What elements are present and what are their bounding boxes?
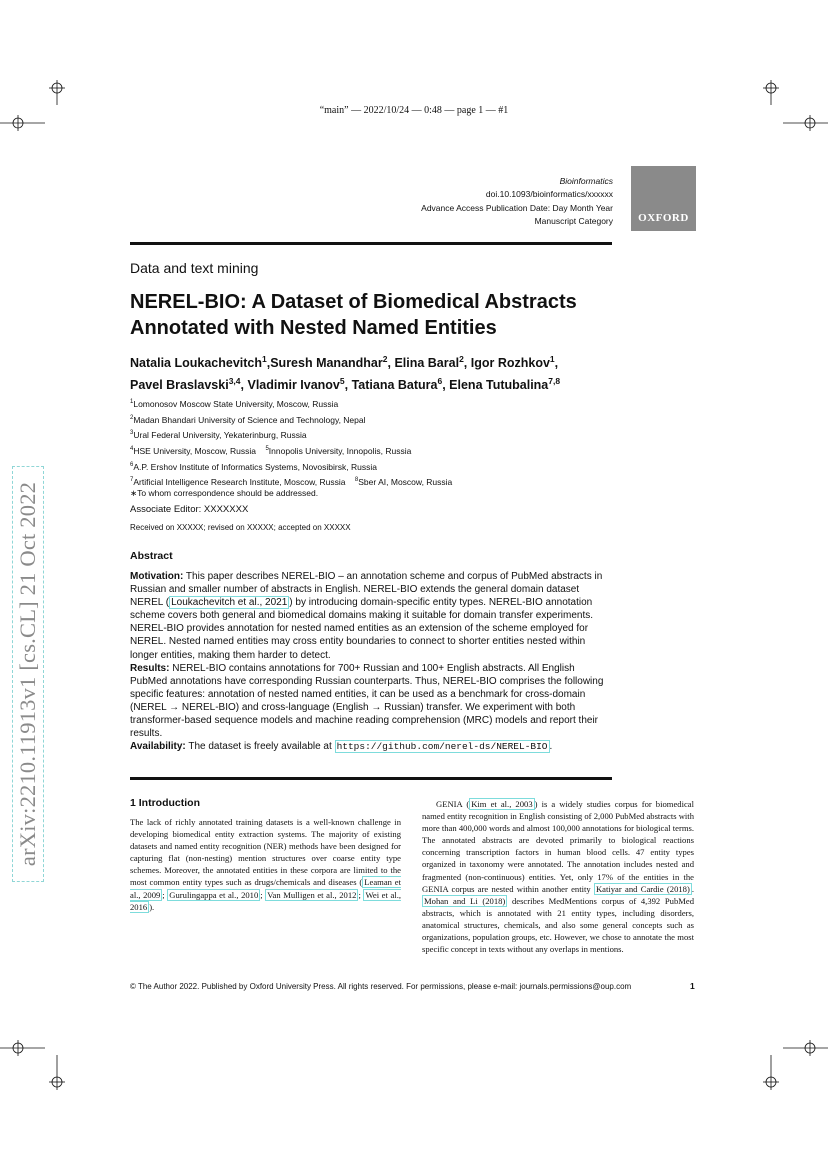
citation-link[interactable]: Wei et al., 2016 (130, 889, 401, 912)
intro-column-left (130, 816, 401, 913)
affiliation-mark: 7 (130, 477, 134, 484)
author-name: Suresh Manandhar (270, 356, 383, 371)
correspondence-note: ∗To whom correspondence should be addressed. (130, 488, 319, 498)
affiliation-mark: 6 (130, 461, 134, 468)
citation-link[interactable]: Loukachevitch et al., 2021 (171, 597, 288, 609)
affiliation-text: HSE University, Moscow, Russia (133, 445, 256, 456)
abstract-motivation: Motivation: This paper describes NEREL-BIO – an annotation scheme and corpus of PubMed abstracts in Russian and smaller number of abstracts in English. NEREL-BIO extends the general domain dataset NEREL ( Loukachevitch et al., 2021 ) by introducing domain-specific entity types. NEREL-BIO annotation scheme covers both general and biomedical domains making it suitable for domain transfer experiments. NEREL-BIO provides annotation for nested named entities as an extension of the scheme employed for NEREL. Nested named entities may cross entity boundaries to connect to shorter entities nested within longer entities, making them harder to detect. (130, 571, 603, 661)
affiliation-mark: 4 (130, 445, 134, 452)
affiliation-mark: 2 (130, 414, 134, 421)
journal-category: Manuscript Category (534, 215, 613, 226)
author-name: Pavel Braslavski (130, 378, 229, 393)
author-affiliation-mark: 1 (549, 354, 555, 364)
author-affiliation-mark: 2 (382, 354, 388, 364)
affiliation-mark: 3 (130, 430, 134, 437)
author-name: Vladimir Ivanov (247, 378, 340, 393)
author-affiliation-mark: 1 (262, 354, 267, 364)
intro-heading: 1 Introduction (130, 797, 200, 809)
intro-paragraph: The lack of richly annotated training datasets is a well-known challenge in developing biomedical entity extraction systems. The majority of existing datasets and named entity recognition (NER) methods have been designed for capturing flat (non-nesting) mention structures over coarse entity type schemes. Moreover, the annotated entities in these corpora are limited to the most common entity types such as drugs/chemicals and diseases ( Leaman et al., 2009 ; Gurulingappa et al., 2010 ; Van Mulligen et al., 2012 ; Wei et al., 2016 ). (130, 817, 401, 912)
page-number: 1 (690, 981, 695, 991)
author-name: Igor Rozhkov (470, 356, 550, 371)
affiliation-text: A.P. Ershov Institute of Informatics Systems, Novosibirsk, Russia (133, 461, 377, 472)
abstract-availability: Availability: The dataset is freely available at https://github.com/nerel-ds/NEREL-BIO . (130, 741, 553, 753)
citation-link[interactable]: Leaman et al., 2009 (130, 877, 401, 900)
arxiv-id: arXiv:2210.11913v1 [cs.CL] 21 Oct 2022 (15, 481, 40, 867)
crop-mark-top-left (0, 80, 70, 170)
affiliation-line (130, 427, 610, 443)
author-affiliation-mark: 2 (459, 354, 464, 364)
section-category: Data and text mining (130, 260, 259, 276)
affiliation-line (130, 396, 610, 412)
affiliation-text: Lomonosov Moscow State University, Moscow, Russia (133, 398, 339, 409)
journal-name: Bioinformatics (559, 176, 613, 186)
author-name: Elina Baral (394, 356, 460, 371)
affiliation-line (130, 459, 610, 475)
citation-link[interactable]: Gurulingappa et al., 2010 (169, 889, 259, 900)
affiliation-text: Madan Bhandari University of Science and Technology, Nepal (133, 414, 366, 425)
journal-doi: doi.10.1093/bioinformatics/xxxxxx (485, 189, 613, 200)
author-affiliation-mark: 5 (339, 376, 345, 387)
affiliation-text: Ural Federal University, Yekaterinburg, Russia (133, 430, 307, 441)
associate-editor: Associate Editor: XXXXXXX (130, 504, 249, 515)
affiliation-line (130, 443, 610, 459)
author-name: Tatiana Batura (351, 378, 438, 393)
citation-link[interactable]: Kim et al., 2003 (471, 799, 533, 809)
crop-mark-bottom-right (758, 1030, 828, 1090)
citation-link[interactable]: Van Mulligen et al., 2012 (267, 889, 357, 900)
oxford-logo-text: OXFORD (638, 212, 689, 224)
intro-column-right (422, 798, 694, 955)
arxiv-stamp[interactable] (12, 466, 44, 882)
oxford-logo (631, 166, 696, 231)
author-affiliation-mark: 3,4 (228, 376, 241, 387)
received-dates: Received on XXXXX; revised on XXXXX; accepted on XXXXX (130, 523, 351, 532)
citation-link[interactable]: Mohan and Li (2018) (424, 895, 506, 906)
author-name: Elena Tutubalina (449, 378, 549, 393)
author-name: Natalia Loukachevitch (130, 356, 262, 371)
crop-mark-bottom-left (0, 1030, 70, 1090)
affiliation-mark: 8 (354, 477, 359, 484)
crop-mark-top-right (758, 80, 828, 170)
journal-info (360, 175, 613, 228)
dataset-url-link[interactable]: https://github.com/nerel-ds/NEREL-BIO (336, 741, 548, 753)
abstract-heading: Abstract (130, 550, 173, 562)
affiliation-text: Innopolis University, Innopolis, Russia (268, 445, 412, 456)
intro-paragraph: GENIA ( Kim et al., 2003 ) is a widely studies corpus for biomedical named entity recognition in English consisting of 2,000 PubMed abstracts with more than 400,000 words and almost 100,000 annotations for biological terms. The annotated abstracts are devoted primarily to biological reactions concerning transcription factors in human blood cells. 47 entity types organized in taxonomy were annotated. The annotation includes nested and fragmented (non-continuous) entities. Yet, only 17% of the entities in the GENIA corpus are nested within another entity Katiyar and Cardie (2018) . Mohan and Li (2018) describes MedMentions corpus of 4,392 PubMed abstracts, which is annotated with 21 entity types, including disorders, anatomical structures, chemicals, and also some general concepts such as organizations, population groups, etc. However, we chose to annotate the most specific concept in texts without any overlaps in mentions. (422, 799, 694, 955)
mid-rule (130, 777, 612, 780)
affiliation-mark: 5 (265, 445, 269, 452)
footer-copyright: © The Author 2022. Published by Oxford University Press. All rights reserved. For permissions, please e-mail: journals.permissions@oup.com (130, 982, 632, 991)
author-affiliation-mark: 6 (437, 376, 443, 387)
paper-title: NEREL-BIO: A Dataset of Biomedical Abstracts Annotated with Nested Named Entities (130, 291, 577, 339)
author-affiliation-mark: 7,8 (548, 376, 561, 387)
affiliation-text: Sber AI, Moscow, Russia (358, 476, 453, 487)
journal-access: Advance Access Publication Date: Day Month Year (421, 202, 613, 213)
affiliation-mark: 1 (130, 399, 134, 405)
top-rule (130, 242, 612, 245)
affiliation-list (130, 396, 610, 490)
affiliation-text: Artificial Intelligence Research Institute, Moscow, Russia (133, 476, 346, 487)
abstract-body (130, 570, 614, 753)
running-header: “main” — 2022/10/24 — 0:48 — page 1 — #1 (319, 105, 509, 116)
affiliation-line (130, 412, 610, 428)
citation-link[interactable]: Katiyar and Cardie (2018) (595, 883, 690, 894)
author-list: Natalia Loukachevitch$^1$,Suresh Manandhar$^2$, Elina Baral$^2$, Igor Rozhkov$^1$, Pavel Braslavski$^{3,4}$, Vladimir Ivanov$^5$, Tatiana Batura$^6$, Elena Tutubalina$^{7,8}$ (130, 354, 561, 393)
abstract-results: Results: NEREL-BIO contains annotations for 700+ Russian and 100+ English abstracts. All English PubMed annotations have corresponding Russian counterparts. Thus, NEREL-BIO comprises the following specific features: annotation of nested named entities, it can be used as a benchmark for cross-domain (NEREL → NEREL-BIO) and cross-language (English → Russian) transfer. We experiment with both transformer-based sequence models and machine reading comprehension (MRC) models and report their results. (130, 662, 604, 740)
